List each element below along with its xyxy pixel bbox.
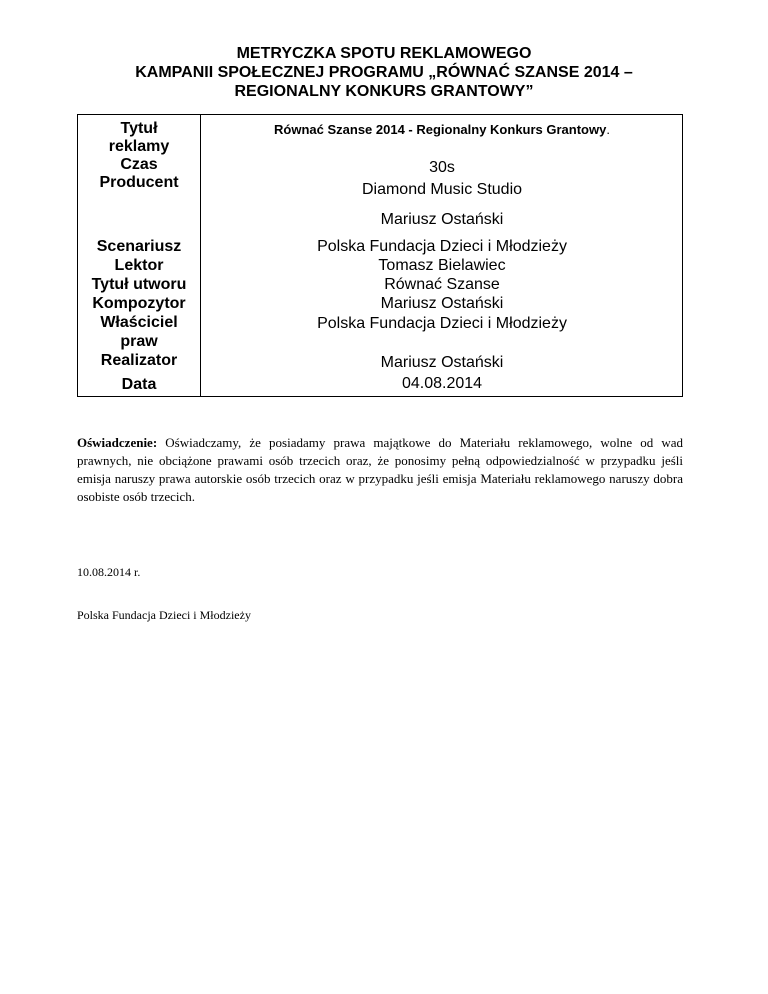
document-title (0, 44, 768, 101)
label-producer: Producent (99, 174, 179, 191)
label-date: Data (121, 376, 157, 393)
value-track-title: Równać Szanse (384, 276, 500, 293)
statement-label: Oświadczenie: (77, 435, 158, 450)
signature-organization: Polska Fundacja Dzieci i Młodzieży (77, 608, 251, 622)
label-owner-line2: praw (120, 333, 158, 350)
label-script: Scenariusz (96, 238, 182, 255)
value-time: 30s (429, 159, 455, 176)
value-narrator: Tomasz Bielawiec (378, 257, 506, 274)
label-owner-line1: Właściciel (100, 314, 178, 331)
label-narrator: Lektor (114, 257, 164, 274)
label-director: Realizator (100, 352, 178, 369)
value-producer: Diamond Music Studio (361, 181, 523, 198)
value-owner: Polska Fundacja Dzieci i Młodzieży (317, 315, 567, 332)
signature-date: 10.08.2014 r. (77, 565, 141, 579)
title-line-3: REGIONALNY KONKURS GRANTOWY” (234, 83, 534, 100)
value-title: Równać Szanse 2014 - Regionalny Konkurs Grantowy. (274, 122, 610, 137)
label-track-title: Tytuł utworu (91, 276, 187, 293)
statement-paragraph (77, 434, 683, 506)
statement-text: Oświadczamy, że posiadamy prawa majątkowe do Materiału reklamowego, wolne od wad prawnych, nie obciążone prawami osób trzecich oraz, że ponosimy pełną odpowiedzialność w przypadku jeśli emisja naruszy prawa autorskie osób trzecich oraz w przypadku jeśli emisja Materiału reklamowego naruszy dobra osobiste osób trzecich. (77, 435, 683, 504)
value-date: 04.08.2014 (401, 375, 483, 392)
value-director: Mariusz Ostański (380, 354, 504, 371)
label-title-line2: reklamy (108, 138, 170, 155)
label-time: Czas (120, 156, 158, 173)
value-script: Polska Fundacja Dzieci i Młodzieży (317, 238, 567, 255)
label-title-line1: Tytuł (120, 120, 158, 137)
title-line-2: KAMPANII SPOŁECZNEJ PROGRAMU „RÓWNAĆ SZANSE 2014 – (135, 64, 633, 81)
value-producer-person: Mariusz Ostański (380, 211, 504, 228)
title-line-1: METRYCZKA SPOTU REKLAMOWEGO (236, 45, 532, 62)
label-composer: Kompozytor (92, 295, 186, 312)
value-composer: Mariusz Ostański (380, 295, 504, 312)
